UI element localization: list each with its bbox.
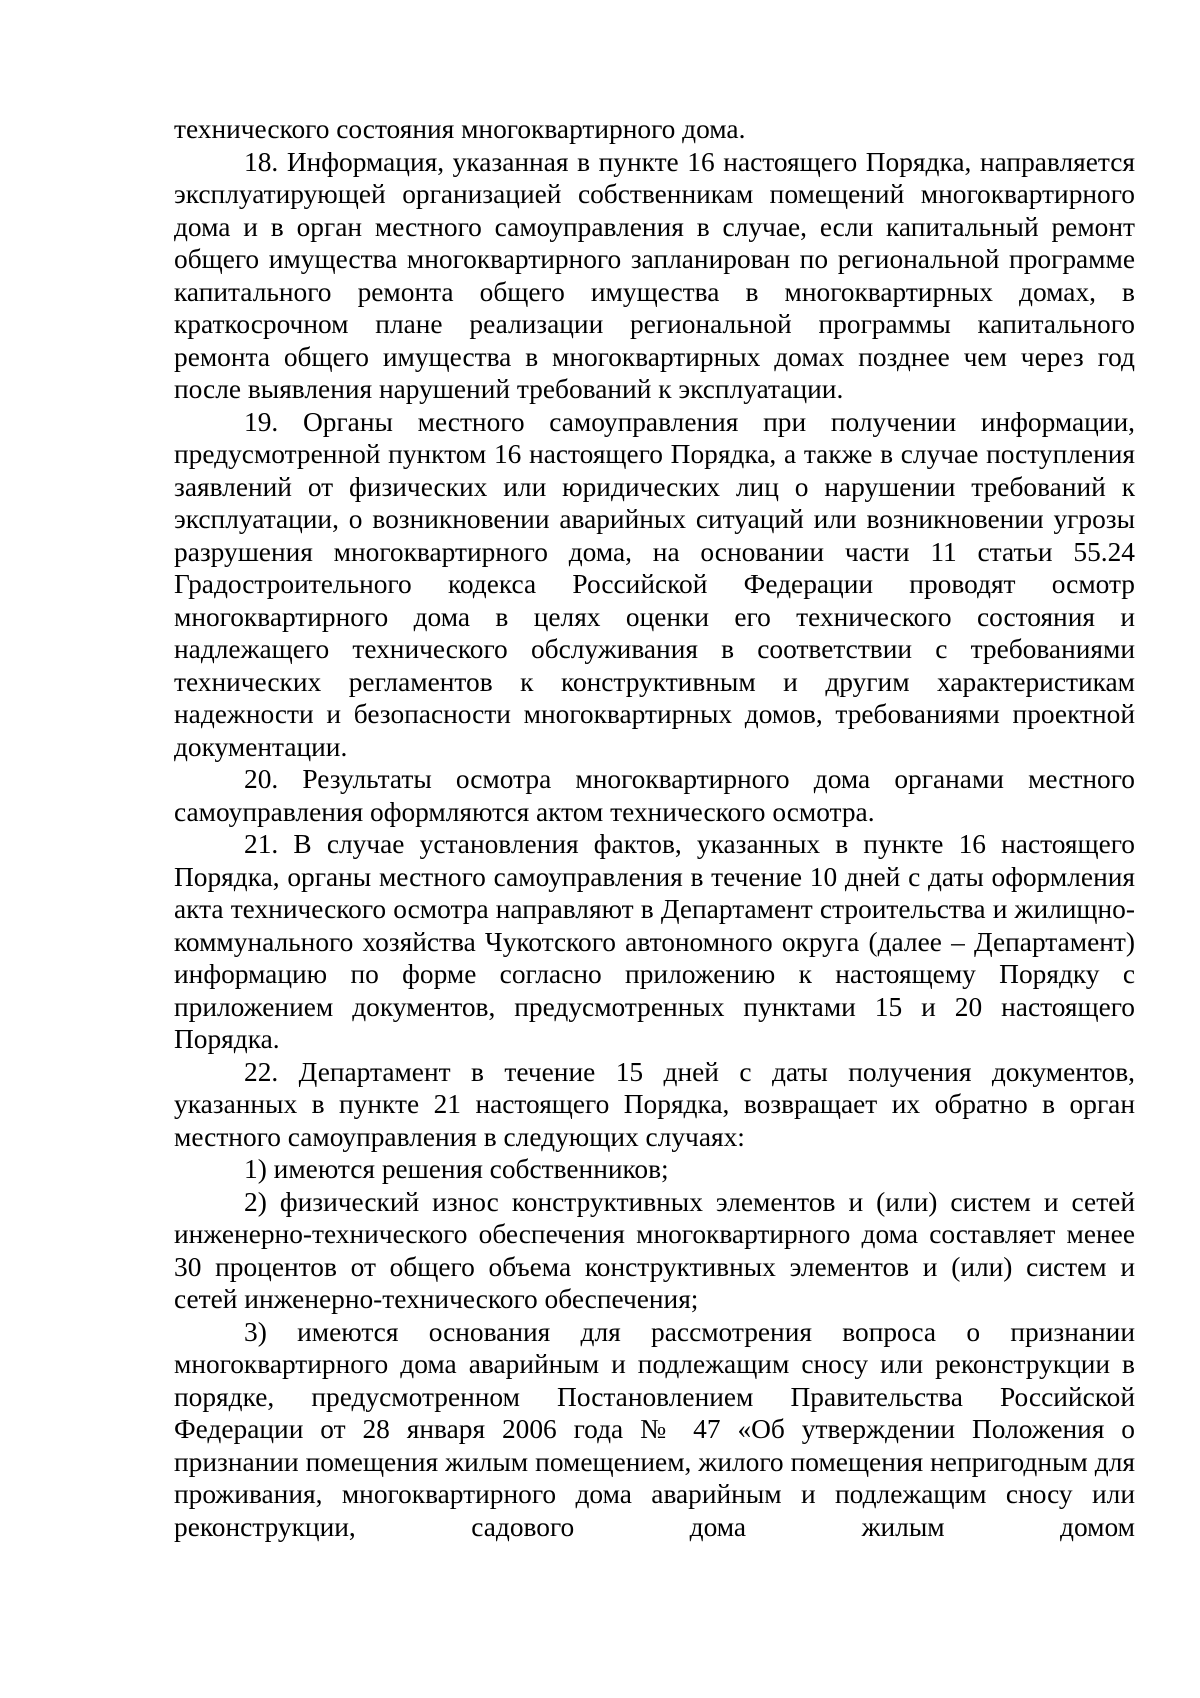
paragraph-item-18: 18. Информация, указанная в пункте 16 настоящего Порядка, направляется эксплуатирующей организацией собственникам помещений многоквартирного дома и в орган местного самоуправления в случае, если капитальный ремонт общего имущества многоквартирного запланирован по региональной программе капитального ремонта общего имущества в многоквартирных домах, в краткосрочном плане реализации региональной программы капитального ремонта общего имущества в многоквартирных домах позднее чем через год после выявления нарушений требований к эксплуатации.: [174, 146, 1135, 404]
document-body: [174, 113, 1135, 1543]
paragraph-item-19: 19. Органы местного самоуправления при получении информации, предусмотренной пунктом 16 настоящего Порядка, а также в случае поступления заявлений от физических или юридических лиц о нарушении требований к эксплуатации, о возникновении аварийных ситуаций или возникновении угрозы разрушения многоквартирного дома, на основании части 11 статьи 55.24 Градостроительного кодекса Российской Федерации проводят осмотр многоквартирного дома в целях оценки его технического состояния и надлежащего технического обслуживания в соответствии с требованиями технических регламентов к конструктивным и другим характеристикам надежности и безопасности многоквартирных домов, требованиями проектной документации.: [174, 406, 1135, 762]
paragraph-item-22: 22. Департамент в течение 15 дней с даты получения документов, указанных в пункте 21 настоящего Порядка, возвращает их обратно в орган местного самоуправления в следующих случаях:: [174, 1056, 1135, 1152]
paragraph-item-21: 21. В случае установления фактов, указанных в пункте 16 настоящего Порядка, органы местного самоуправления в течение 10 дней с даты оформления акта технического осмотра направляют в Департамент строительства и жилищно-коммунального хозяйства Чукотского автономного округа (далее – Департамент) информацию по форме согласно приложению к настоящему Порядку с приложением документов, предусмотренных пунктами 15 и 20 настоящего Порядка.: [174, 829, 1135, 1054]
paragraph-continuation: технического состояния многоквартирного дома.: [174, 114, 746, 144]
subitem-2: 2) физический износ конструктивных элементов и (или) систем и сетей инженерно-технического обеспечения многоквартирного дома составляет менее 30 процентов от общего объема конструктивных элементов и (или) систем и сетей инженерно-технического обеспечения;: [174, 1186, 1135, 1314]
subitem-1: 1) имеются решения собственников;: [244, 1154, 669, 1184]
subitem-3: 3) имеются основания для рассмотрения вопроса о признании многоквартирного дома аварийным и подлежащим сносу или реконструкции в порядке, предусмотренном Постановлением Правительства Российской Федерации от 28 января 2006 года № 47 «Об утверждении Положения о признании помещения жилым помещением, жилого помещения непригодным для проживания, многоквартирного дома аварийным и подлежащим сносу или реконструкции, садового дома жилым домом: [174, 1316, 1135, 1542]
paragraph-item-20: 20. Результаты осмотра многоквартирного дома органами местного самоуправления оформляются актом технического осмотра.: [174, 764, 1135, 827]
